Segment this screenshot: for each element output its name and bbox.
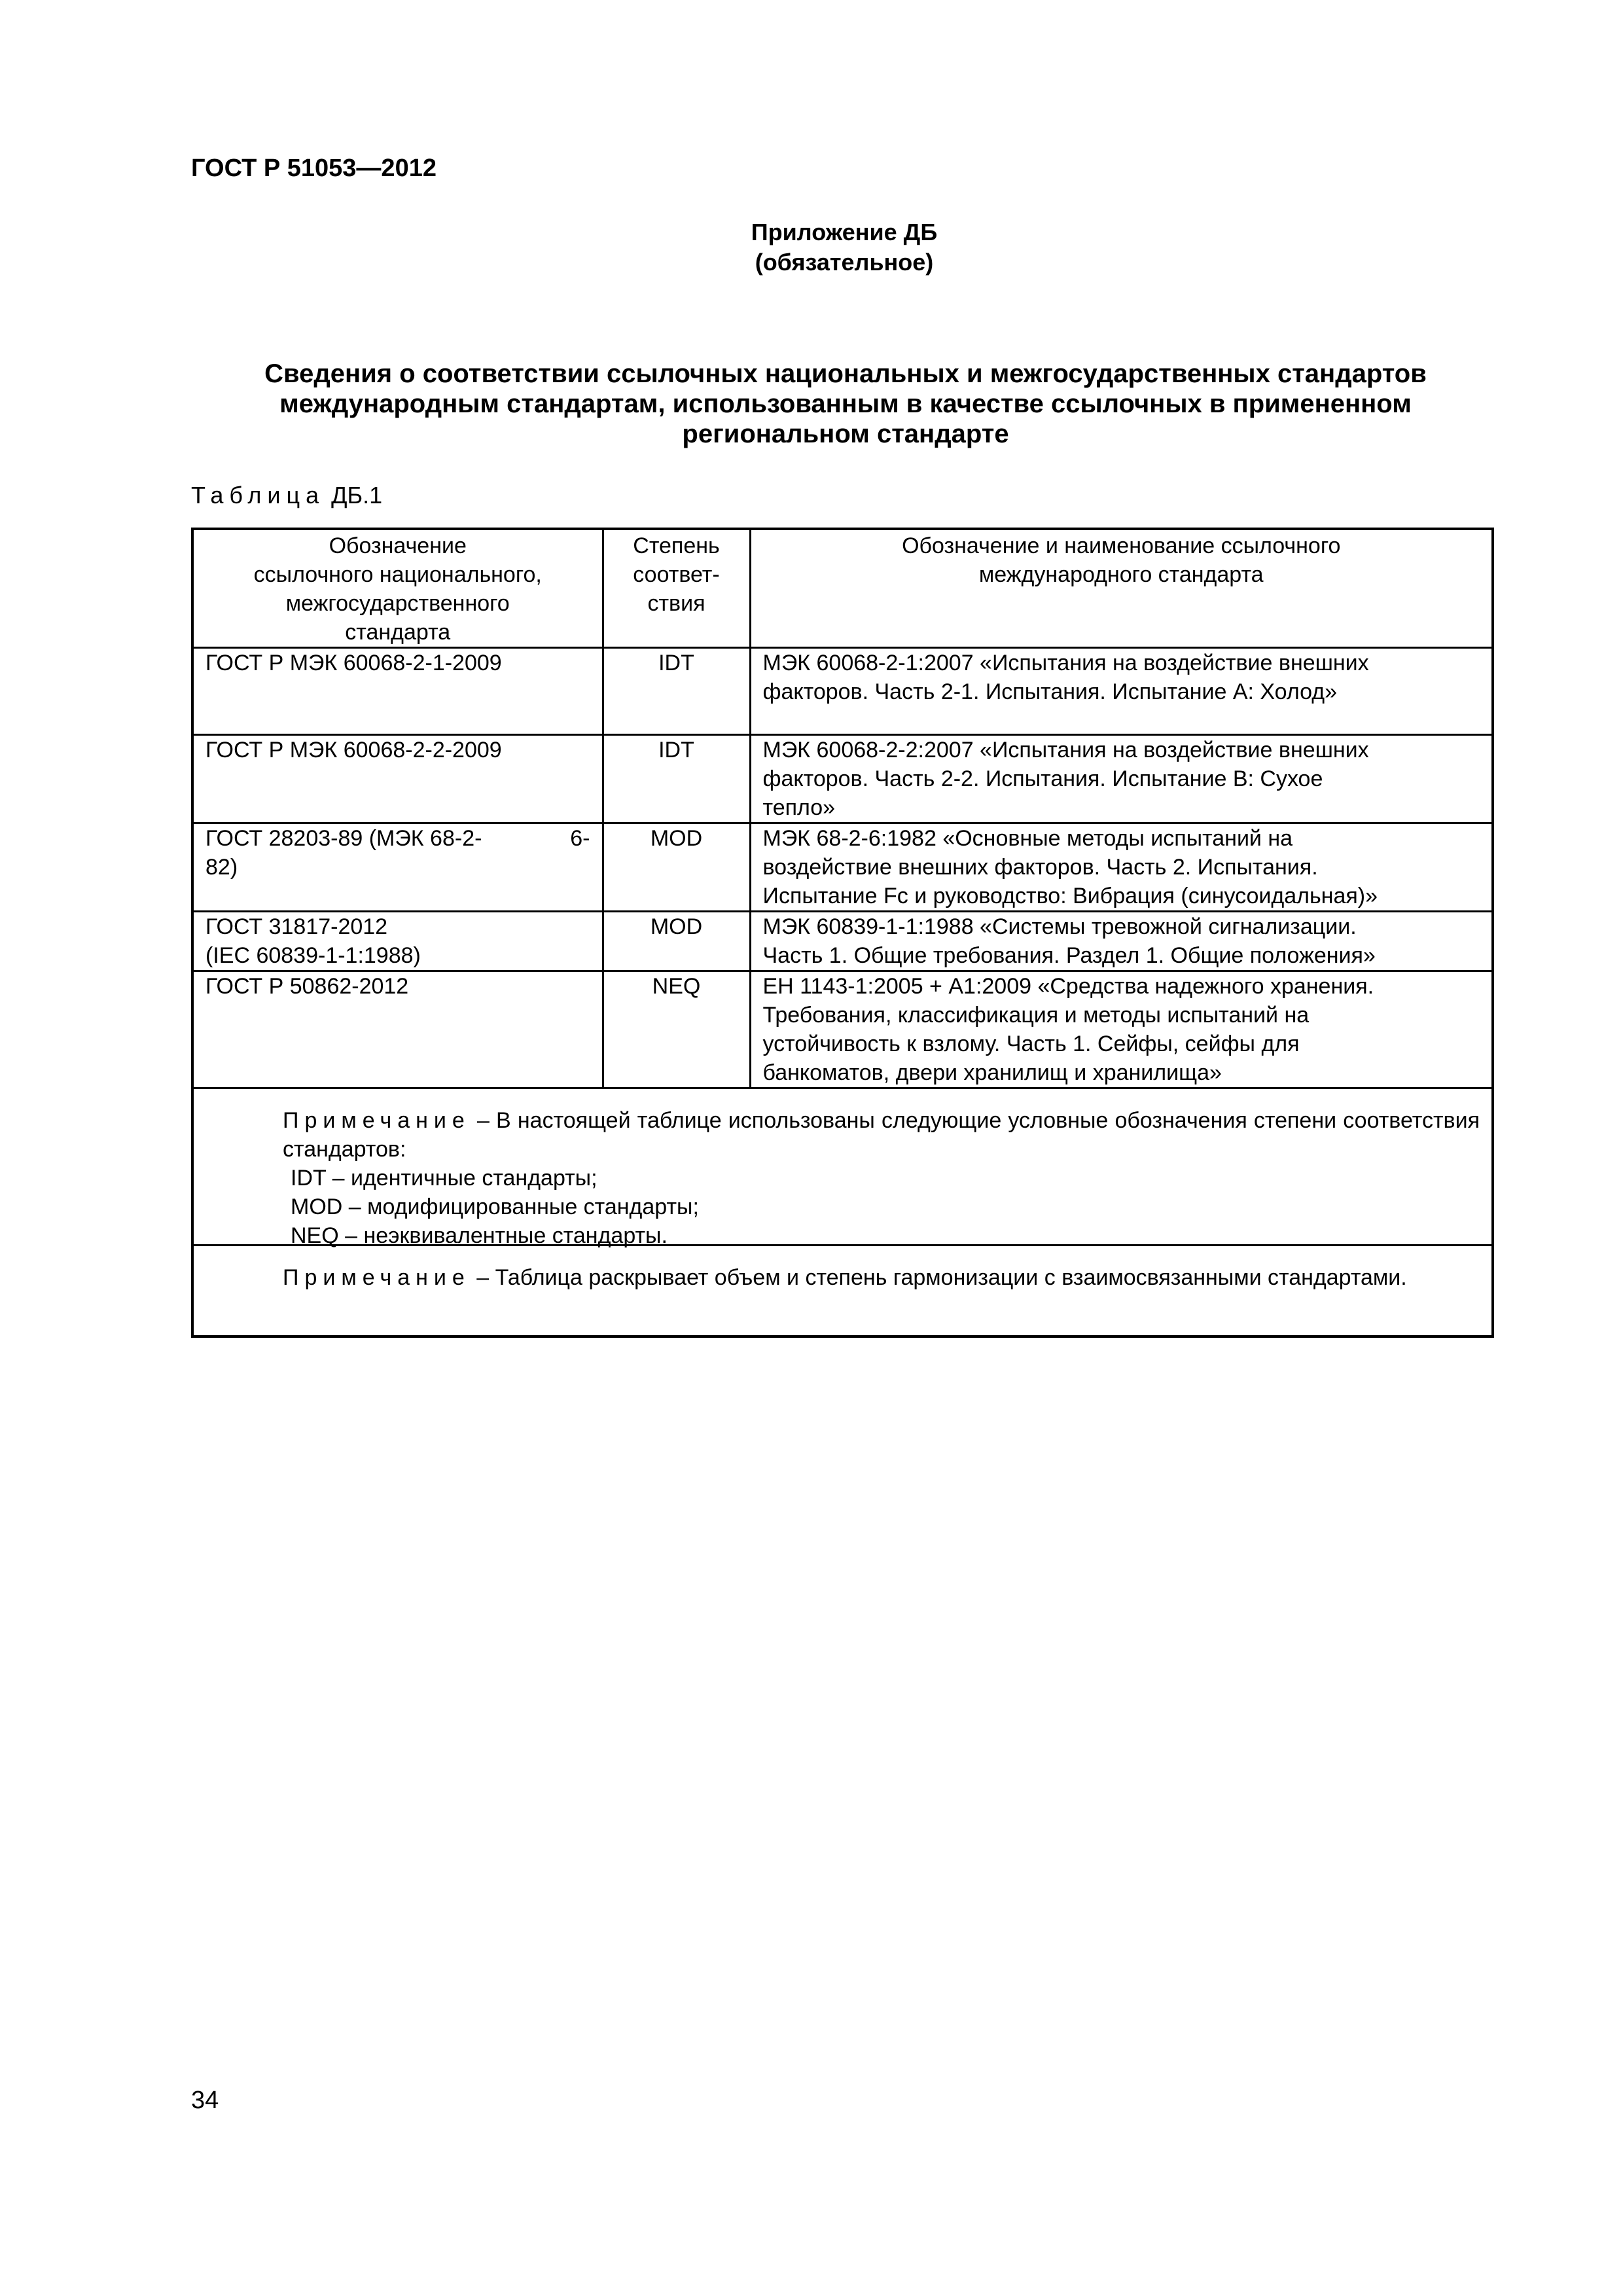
degree-cell: MOD bbox=[603, 823, 750, 912]
cell-text: МЭК 60839-1-1:1988 «Системы тревожной сигнализации. bbox=[762, 914, 1357, 939]
cell-text: МЭК 60068-2-2:2007 «Испытания на воздействие внешних bbox=[762, 738, 1369, 762]
national-standard-cell bbox=[194, 735, 603, 823]
cell-text: банкоматов, двери хранилищ и хранилища» bbox=[762, 1060, 1222, 1085]
cell-line bbox=[205, 824, 590, 853]
header-international-standard bbox=[750, 530, 1491, 648]
appendix-title: Приложение ДБ bbox=[751, 219, 938, 245]
international-standard-cell bbox=[750, 912, 1491, 971]
note-text: – Таблица раскрывает объем и степень гармонизации с взаимосвязанными стандартами. bbox=[470, 1265, 1407, 1290]
international-standard-cell bbox=[750, 735, 1491, 823]
header-text: стандарта bbox=[345, 620, 451, 645]
cell-text: устойчивость к взлому. Часть 1. Сейфы, сейфы для bbox=[762, 1031, 1300, 1056]
header-text: ссылочного национального, bbox=[253, 562, 542, 587]
header-text: соответ- bbox=[633, 562, 720, 587]
degree-cell: NEQ bbox=[603, 971, 750, 1088]
table-header-row bbox=[194, 530, 1491, 648]
cell-text: МЭК 68-2-6:1982 «Основные методы испытаний на bbox=[762, 826, 1293, 851]
legend-item-idt: IDT – идентичные стандарты; bbox=[291, 1166, 597, 1191]
cell-text: Требования, классификация и методы испытаний на bbox=[762, 1003, 1310, 1028]
cell-text: Часть 1. Общие требования. Раздел 1. Общие положения» bbox=[762, 943, 1376, 968]
heading-line-1: Сведения о соответствии ссылочных национальных и межгосударственных стандартов bbox=[264, 359, 1427, 388]
table-row bbox=[194, 912, 1491, 971]
cell-text: воздействие внешних факторов. Часть 2. Испытания. bbox=[762, 855, 1318, 880]
heading-line-2: международным стандартам, использованным в качестве ссылочных в примененном bbox=[279, 389, 1412, 418]
legend-item-mod: MOD – модифицированные стандарты; bbox=[291, 1194, 699, 1219]
table-caption bbox=[191, 482, 382, 509]
page-number: 34 bbox=[191, 2087, 219, 2114]
degree-cell: IDT bbox=[603, 648, 750, 735]
note-label: Примечание bbox=[283, 1265, 471, 1290]
header-text: межгосударственного bbox=[285, 591, 510, 616]
cell-text: ЕН 1143-1:2005 + А1:2009 «Средства надежного хранения. bbox=[762, 974, 1374, 999]
cell-text: ГОСТ 31817-2012 bbox=[205, 914, 388, 939]
national-standard-cell bbox=[194, 971, 603, 1088]
header-national-standard bbox=[194, 530, 603, 648]
cell-text: ГОСТ 28203-89 (МЭК 68-2- bbox=[205, 826, 482, 851]
cell-text: ГОСТ Р 50862-2012 bbox=[205, 974, 409, 999]
legend-item-neq: NEQ – неэквивалентные стандарты. bbox=[291, 1223, 668, 1248]
table-row bbox=[194, 648, 1491, 735]
standards-table bbox=[191, 528, 1494, 1338]
international-standard-cell bbox=[750, 971, 1491, 1088]
national-standard-cell bbox=[194, 823, 603, 912]
international-standard-cell bbox=[750, 823, 1491, 912]
appendix-status: (обязательное) bbox=[755, 249, 934, 276]
national-standard-cell bbox=[194, 912, 603, 971]
cell-text: ГОСТ Р МЭК 60068-2-1-2009 bbox=[205, 651, 502, 675]
standards-grid bbox=[194, 530, 1491, 1089]
header-degree bbox=[603, 530, 750, 648]
table-row bbox=[194, 823, 1491, 912]
table-note-harmonization bbox=[194, 1246, 1491, 1344]
header-text: ствия bbox=[647, 591, 705, 616]
international-standard-cell bbox=[750, 648, 1491, 735]
cell-text: факторов. Часть 2-1. Испытания. Испытание А: Холод» bbox=[762, 679, 1337, 704]
header-text: Обозначение bbox=[329, 533, 467, 558]
cell-text: МЭК 60068-2-1:2007 «Испытания на воздействие внешних bbox=[762, 651, 1369, 675]
cell-text: тепло» bbox=[762, 795, 836, 820]
table-row bbox=[194, 971, 1491, 1088]
header-text: международного стандарта bbox=[978, 562, 1264, 587]
table-note-legend bbox=[194, 1089, 1491, 1246]
note-paragraph bbox=[205, 1263, 1480, 1292]
note-label: Примечание bbox=[283, 1108, 471, 1133]
cell-text: ГОСТ Р МЭК 60068-2-2-2009 bbox=[205, 738, 502, 762]
note-paragraph bbox=[205, 1106, 1480, 1164]
note-text: – В настоящей таблице использованы следующие условные обозначения степени соответствия стандартов: bbox=[283, 1108, 1480, 1162]
degree-cell: IDT bbox=[603, 735, 750, 823]
heading-line-3: региональном стандарте bbox=[682, 420, 1009, 448]
table-caption-word: Таблица bbox=[191, 482, 325, 509]
degree-cell: MOD bbox=[603, 912, 750, 971]
table-caption-number: ДБ.1 bbox=[331, 482, 383, 509]
cell-text: факторов. Часть 2-2. Испытания. Испытание В: Сухое bbox=[762, 766, 1323, 791]
cell-text: 82) bbox=[205, 855, 238, 880]
document-code: ГОСТ Р 51053—2012 bbox=[191, 154, 437, 182]
national-standard-cell bbox=[194, 648, 603, 735]
table-row bbox=[194, 735, 1491, 823]
cell-text: 6- bbox=[570, 826, 590, 851]
section-heading bbox=[191, 359, 1500, 449]
header-text: Обозначение и наименование ссылочного bbox=[902, 533, 1341, 558]
appendix-block bbox=[0, 217, 1623, 278]
cell-text: (IEC 60839-1-1:1988) bbox=[205, 943, 421, 968]
cell-text: Испытание Fc и руководство: Вибрация (синусоидальная)» bbox=[762, 884, 1378, 908]
header-text: Степень bbox=[633, 533, 720, 558]
